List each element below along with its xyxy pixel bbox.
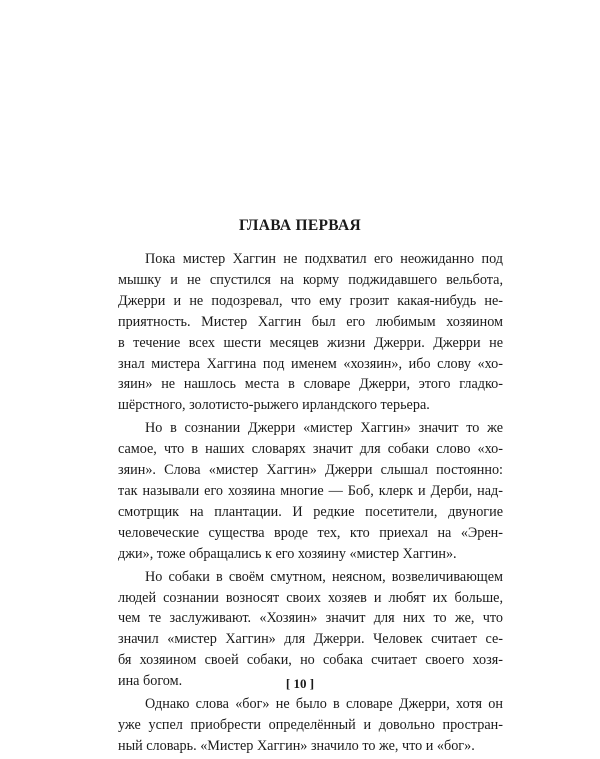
text-line: так называли его хозяина многие — Боб, клерк и Дерби, над- — [118, 482, 503, 499]
text-line: Джерри и не подозревал, что ему грозит какая-нибудь не- — [118, 292, 503, 309]
text-line: ный словарь. «Мистер Хаггин» значило то же, что и «бог». — [118, 737, 475, 754]
text-line: зяин». Слова «мистер Хаггин» Джерри слышал постоянно: — [118, 462, 503, 479]
text-line: Но в сознании Джерри «мистер Хаггин» значит то же — [145, 420, 503, 437]
paragraph — [118, 694, 503, 757]
text-line: Пока мистер Хаггин не подхватил его неожиданно под — [145, 251, 503, 267]
text-line: Однако слова «бог» не было в словаре Джерри, хотя он — [145, 696, 503, 713]
text-line: значил «мистер Хаггин» для Джерри. Человек считает се- — [118, 631, 503, 648]
text-line: приятность. Мистер Хаггин был его любимым хозяином — [118, 313, 503, 330]
text-line: самое, что в наших словарях значит для собаки слово «хо- — [118, 441, 503, 458]
text-line: мышку и не спустился на корму поджидавшего вельбота, — [118, 271, 503, 288]
paragraph — [118, 418, 503, 564]
text-line: смотрщик на плантации. И редкие посетители, двуногие — [118, 503, 503, 520]
text-line: уже успел приобрести определённый и довольно простран- — [118, 716, 503, 733]
text-line: джи», тоже обращались к его хозяину «мистер Хаггин». — [118, 545, 457, 562]
text-line: в течение всех шести месяцев жизни Джерри. Джерри не — [118, 334, 503, 351]
text-line: знал мистера Хаггина под именем «хозяин», ибо слову «хо- — [118, 355, 503, 372]
text-line: человеческие существа вроде тех, кто приехал на «Эрен- — [118, 524, 503, 541]
text-line: ина богом. — [118, 673, 183, 690]
page-number: [ 10 ] — [285, 676, 315, 691]
text-line: шёрстного, золотисто-рыжего ирландского терьера. — [118, 397, 430, 414]
paragraph — [118, 567, 503, 692]
text-line: людей сознании возносят своих хозяев и любят их больше, — [118, 589, 503, 606]
text-line: зяин» не нашлось места в словаре Джерри, этого гладко- — [118, 376, 503, 393]
text-line: бя хозяином своей собаки, но собака считает своего хозя- — [118, 652, 503, 669]
text-line: чем те заслуживают. «Хозяин» значит для них то же, что — [118, 610, 503, 627]
paragraph — [118, 249, 503, 416]
text-line: Но собаки в своём смутном, неясном, возвеличивающем — [145, 568, 503, 585]
chapter-title: ГЛАВА ПЕРВАЯ — [239, 217, 361, 234]
